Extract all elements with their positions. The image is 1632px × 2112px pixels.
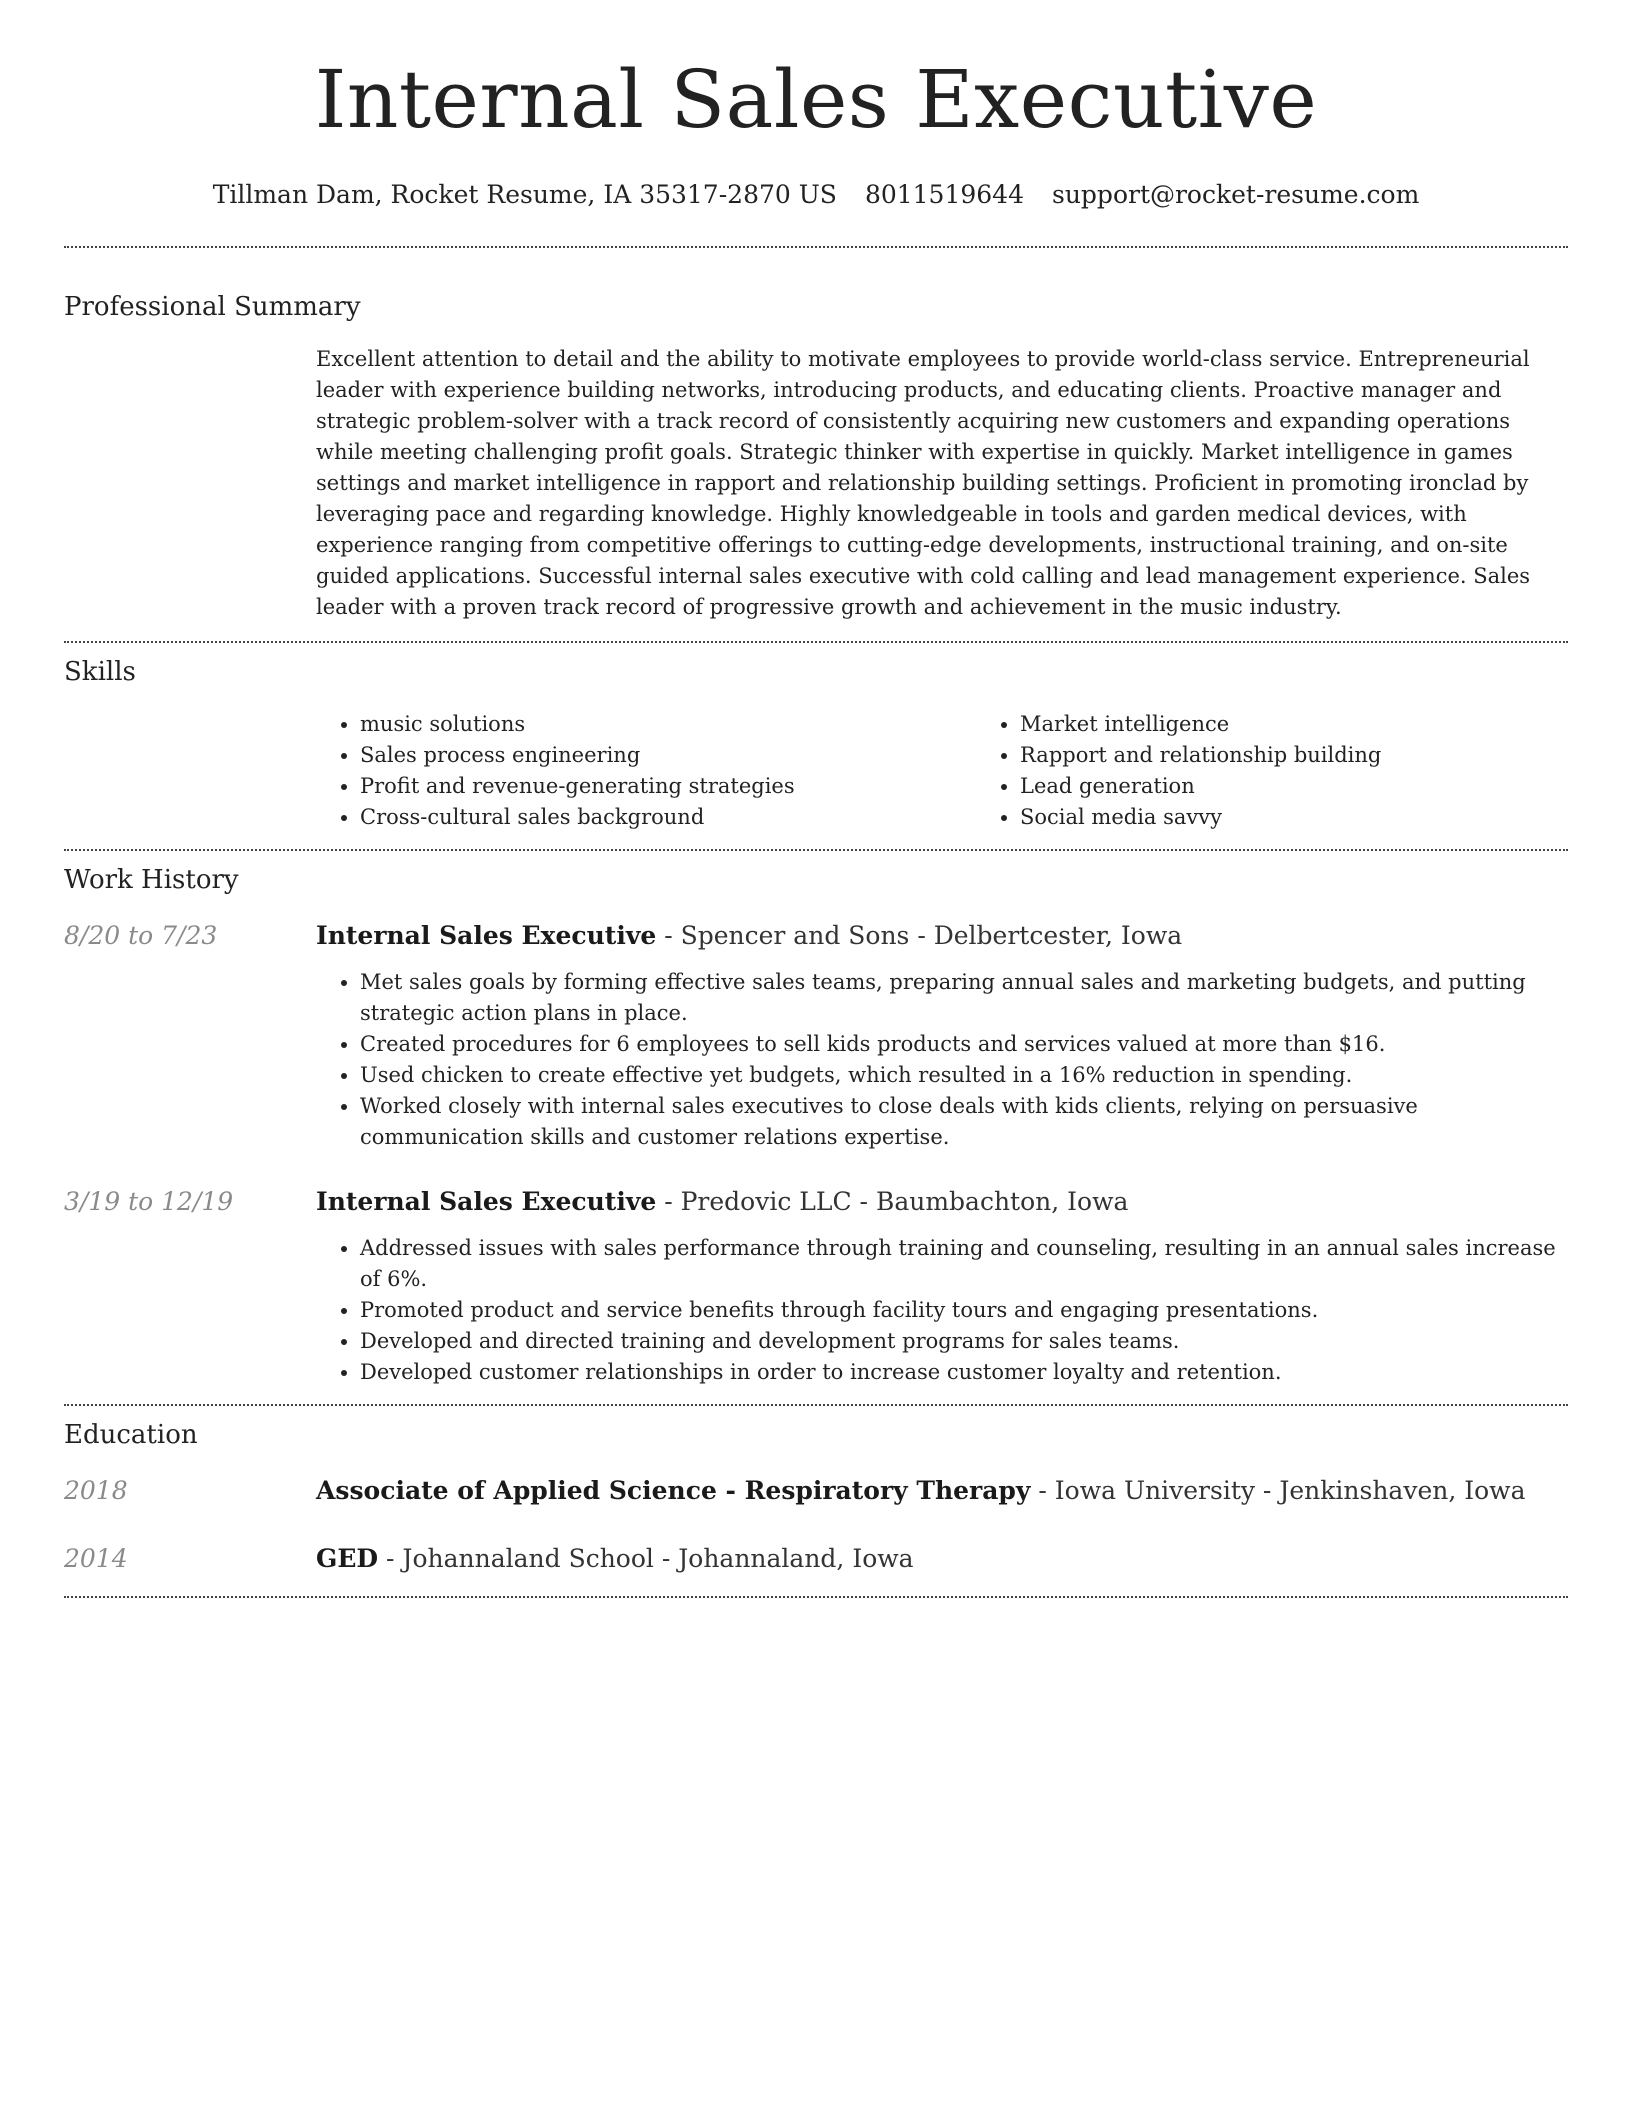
education-heading	[316, 1542, 1568, 1576]
job-bullet: • Addressed issues with sales performance through training and counseling, resulting in an annual sales increase of 6%.	[360, 1233, 1568, 1295]
skills-section	[64, 643, 1568, 849]
job-details: - Predovic LLC - Baumbachton, Iowa	[656, 1187, 1129, 1216]
education-degree: Associate of Applied Science - Respiratory Therapy	[316, 1476, 1031, 1505]
job-bullet: • Worked closely with internal sales executives to close deals with kids clients, relying on persuasive communication skills and customer relations expertise.	[360, 1091, 1568, 1153]
summary-text: Excellent attention to detail and the ability to motivate employees to provide world-class service. Entrepreneurial leader with experience building networks, introducing products, and educating clients. Proactive manager and strategic problem-solver with a track record of consistently acquiring new customers and expanding operations while meeting challenging profit goals. Strategic thinker with expertise in quickly. Market intelligence in games settings and market intelligence in rapport and relationship building settings. Proficient in promoting ironclad by leveraging pace and regarding knowledge. Highly knowledgeable in tools and garden medical devices, with experience ranging from competitive offerings to cutting-edge developments, instructional training, and on-site guided applications. Successful internal sales executive with cold calling and lead management experience. Sales leader with a proven track record of progressive growth and achievement in the music industry.	[316, 347, 1531, 619]
skill-item: • Sales process engineering	[360, 740, 976, 771]
job-role: Internal Sales Executive	[316, 1187, 657, 1216]
skills-list-right	[976, 709, 1632, 833]
candidate-name: Internal Sales Executive	[314, 53, 1318, 146]
work-title: Work History	[64, 865, 239, 895]
summary-section	[64, 248, 1568, 641]
skill-item: • Social media savvy	[1020, 802, 1632, 833]
skill-item: • Cross-cultural sales background	[360, 802, 976, 833]
job-bullet: • Promoted product and service benefits through facility tours and engaging presentations.	[360, 1295, 1568, 1326]
job-details: - Spencer and Sons - Delbertcester, Iowa	[656, 921, 1183, 950]
education-details: - Johannaland School - Johannaland, Iowa	[378, 1544, 914, 1573]
contact-line	[64, 178, 1568, 212]
job-bullet: • Met sales goals by forming effective sales teams, preparing annual sales and marketing budgets, and putting strategic action plans in place.	[360, 967, 1568, 1029]
education-year: 2018	[64, 1476, 128, 1505]
summary-title: Professional Summary	[64, 292, 361, 322]
job-entry	[64, 919, 1568, 1153]
education-heading	[316, 1474, 1568, 1508]
job-entry	[64, 1185, 1568, 1388]
divider-education	[64, 1596, 1568, 1598]
job-bullets	[316, 1233, 1568, 1388]
job-heading	[316, 919, 1568, 953]
contact-address: Tillman Dam, Rocket Resume, IA 35317-2870 US	[212, 180, 837, 209]
contact-phone: 8011519644	[864, 180, 1024, 209]
education-entry	[64, 1474, 1568, 1508]
education-details: - Iowa University - Jenkinshaven, Iowa	[1030, 1476, 1526, 1505]
work-section	[64, 851, 1568, 1404]
job-role: Internal Sales Executive	[316, 921, 657, 950]
job-bullet: • Developed and directed training and development programs for sales teams.	[360, 1326, 1568, 1357]
skill-item: • Profit and revenue-generating strategies	[360, 771, 976, 802]
education-title: Education	[64, 1420, 198, 1450]
education-section	[64, 1406, 1568, 1596]
job-dates: 3/19 to 12/19	[64, 1187, 234, 1216]
education-degree: GED	[316, 1544, 379, 1573]
job-bullets	[316, 967, 1568, 1153]
skills-title: Skills	[64, 657, 136, 687]
skill-item: • Rapport and relationship building	[1020, 740, 1632, 771]
skill-item: • Market intelligence	[1020, 709, 1632, 740]
education-year: 2014	[64, 1544, 128, 1573]
education-entry	[64, 1542, 1568, 1576]
job-bullet: • Used chicken to create effective yet budgets, which resulted in a 16% reduction in spending.	[360, 1060, 1568, 1091]
job-dates: 8/20 to 7/23	[64, 921, 218, 950]
job-bullet: • Created procedures for 6 employees to sell kids products and services valued at more than $16.	[360, 1029, 1568, 1060]
contact-email: support@rocket-resume.com	[1052, 180, 1420, 209]
resume-header	[64, 0, 1568, 212]
skill-item: • music solutions	[360, 709, 976, 740]
job-heading	[316, 1185, 1568, 1219]
skill-item: • Lead generation	[1020, 771, 1632, 802]
job-bullet: • Developed customer relationships in order to increase customer loyalty and retention.	[360, 1357, 1568, 1388]
skills-list-left	[316, 709, 976, 833]
